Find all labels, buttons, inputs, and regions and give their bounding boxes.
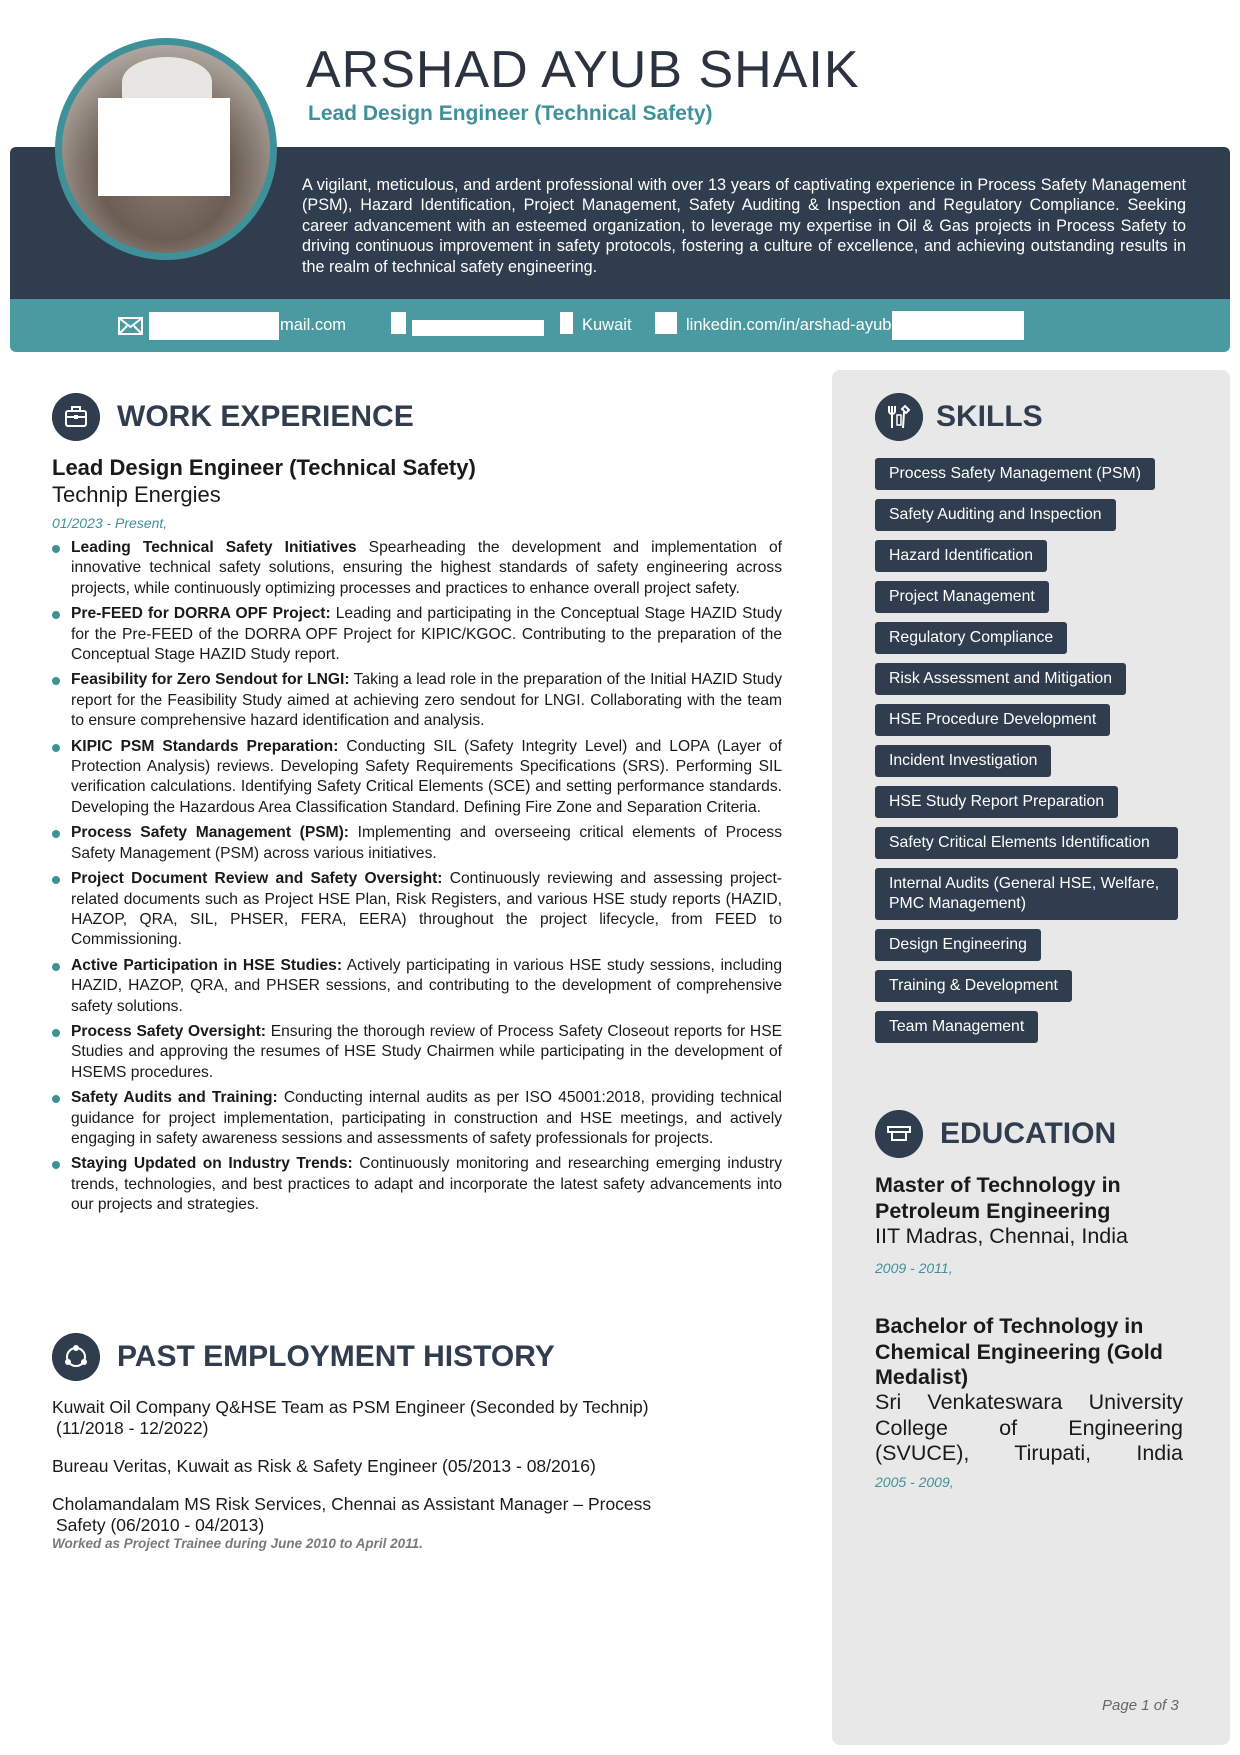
bullet-dot <box>52 744 60 752</box>
phone-icon <box>391 312 406 334</box>
list-item <box>52 538 782 599</box>
bullet-head: Feasibility for Zero Sendout for LNGI: <box>71 671 350 689</box>
skill-tag: Safety Auditing and Inspection <box>875 499 1116 531</box>
list-item <box>52 956 782 1017</box>
candidate-title: Lead Design Engineer (Technical Safety) <box>308 102 713 125</box>
bullet-dot <box>52 677 60 685</box>
phone-redaction <box>412 320 544 336</box>
past-job-2: Bureau Veritas, Kuwait as Risk & Safety Engineer (05/2013 - 08/2016) <box>52 1456 596 1476</box>
bullet-dot <box>52 1161 60 1169</box>
email-link[interactable]: mail.com <box>280 316 347 334</box>
bullet-head: Staying Updated on Industry Trends: <box>71 1155 353 1173</box>
skill-tag: Process Safety Management (PSM) <box>875 458 1155 490</box>
skill-tag: Regulatory Compliance <box>875 622 1067 654</box>
profile-summary: A vigilant, meticulous, and ardent professional with over 13 years of captivating experience in Process Safety Management (PSM), Hazard Identification, Project Management, Safety Auditing & Inspection and Regulatory Compliance. Seeking career advancement with an esteemed organization, to leverage my expertise in Oil & Gas projects in Process Safety to driving continuous improvement in safety protocols, fostering a culture of excellence, and achieving outstanding results in the realm of technical safety engineering. <box>302 176 1186 276</box>
bullet-head: Safety Audits and Training: <box>71 1089 278 1107</box>
bullet-dot <box>52 1095 60 1103</box>
education-degree: Master of Technology in Petroleum Engineering <box>875 1173 1121 1223</box>
skills-list <box>875 458 1205 1052</box>
list-item <box>52 1154 782 1215</box>
list-item <box>52 1022 782 1083</box>
bullet-head: Leading Technical Safety Initiatives <box>71 539 357 556</box>
list-item <box>52 1088 782 1149</box>
bullet-text: Conducting SIL (Safety Integrity Level) and LOPA (Layer of Protection Analysis) reviews. Developing Safety Requirements Specifications (SRS). Performing SIL verification calculations. Identifying Safety Critical Elements (SCE) and setting performance standards. Developing the Hazardous Area Classification Standard. Defining Fire Zone and Separation Criteria. <box>71 737 783 816</box>
skill-tag: Hazard Identification <box>875 540 1047 572</box>
bullet-head: Active Participation in HSE Studies: <box>71 956 343 974</box>
list-item <box>52 604 782 665</box>
skill-tag: Design Engineering <box>875 929 1041 961</box>
envelope-icon <box>118 317 143 335</box>
job-date: 01/2023 - Present, <box>52 515 168 531</box>
past-job-3-line-1: Cholamandalam MS Risk Services, Chennai as Assistant Manager – Process <box>52 1494 652 1514</box>
location-text: Kuwait <box>582 316 632 334</box>
network-icon <box>52 1333 100 1381</box>
location-icon <box>560 312 573 334</box>
skill-tag: HSE Study Report Preparation <box>875 786 1118 818</box>
bullet-dot <box>52 545 60 553</box>
job-title: Lead Design Engineer (Technical Safety) <box>52 455 476 480</box>
photo-redaction <box>98 98 230 196</box>
education-date: 2005 - 2009, <box>875 1474 954 1490</box>
candidate-name: ARSHAD AYUB SHAIK <box>306 41 860 99</box>
linkedin-icon <box>655 312 677 334</box>
education-institution: Sri Venkateswara University College of Engineering (SVUCE), Tirupati, India <box>875 1390 1183 1465</box>
education-date: 2009 - 2011, <box>875 1260 953 1276</box>
bullet-head: Project Document Review and Safety Oversight: <box>71 870 443 888</box>
bullet-dot <box>52 830 60 838</box>
skill-tag: Safety Critical Elements Identification <box>875 827 1178 859</box>
page-number: Page 1 of 3 <box>1102 1697 1179 1714</box>
bullet-text: Continuously reviewing and assessing project-related documents such as Project HSE Plan, Risk Registers, and various HSE study reports (HAZID, HAZOP, QRA, SIL, PHSER, FERA, EERA) throughout the project lifecycle, from FEED to Commissioning. <box>71 870 782 949</box>
work-bullets <box>52 538 782 1221</box>
bullet-text: Spearheading the development and implementation of innovative technical safety solutions, ensuring the highest standards of safety engineering across projects, while continuously optimizing processes and practices to enhance overall project safety. <box>71 539 782 597</box>
bullet-text: Continuously monitoring and researching emerging industry trends, technologies, and best practices to adapt and incorporate the latest safety advancements into our projects and strategies. <box>71 1155 783 1214</box>
list-item <box>52 737 782 819</box>
bullet-dot <box>52 876 60 884</box>
company-name: Technip Energies <box>52 482 221 507</box>
linkedin-link[interactable]: linkedin.com/in/arshad-ayub <box>686 316 892 334</box>
skill-tag: Incident Investigation <box>875 745 1051 777</box>
bullet-text: Ensuring the thorough review of Process Safety Closeout reports for HSE Studies and approving the resumes of HSE Study Chairmen while participating in the development of HSEMS procedures. <box>71 1022 782 1081</box>
skill-tag: HSE Procedure Development <box>875 704 1110 736</box>
profile-photo <box>62 45 270 253</box>
past-job-1-line-2: (11/2018 - 12/2022) <box>56 1418 209 1438</box>
bullet-text: Leading and participating in the Conceptual Stage HAZID Study for the Pre-FEED of the DORRA OPF Project for KIPIC/KGOC. Contributing to the preparation of the Conceptual Stage HAZID Study report. <box>71 605 782 664</box>
education-degree: Bachelor of Technology in Chemical Engineering (Gold Medalist) <box>875 1314 1163 1389</box>
bullet-text: Implementing and overseeing critical elements of Process Safety Management (PSM) across various initiatives. <box>71 824 782 862</box>
past-job-1-line-1: Kuwait Oil Company Q&HSE Team as PSM Engineer (Seconded by Technip) <box>52 1397 649 1417</box>
linkedin-redaction <box>892 311 1024 340</box>
education-heading: EDUCATION <box>940 1117 1117 1150</box>
bullet-head: Pre-FEED for DORRA OPF Project: <box>71 605 331 623</box>
bullet-dot <box>52 611 60 619</box>
tools-icon <box>875 393 923 441</box>
skill-tag: Training & Development <box>875 970 1072 1002</box>
skill-tag: Team Management <box>875 1011 1038 1043</box>
education-institution: IIT Madras, Chennai, India <box>875 1224 1128 1248</box>
work-experience-heading: WORK EXPERIENCE <box>117 400 414 433</box>
graduation-cap-icon <box>875 1110 923 1158</box>
list-item <box>52 823 782 864</box>
bullet-text: Conducting internal audits as per ISO 45001:2018, providing technical guidance for project implementation, participating in construction and HSE meetings, and actively engaging in safety awareness sessions and assessments of safety professionals for projects. <box>71 1089 783 1147</box>
bullet-dot <box>52 1029 60 1037</box>
past-job-3-line-2: Safety (06/2010 - 04/2013) <box>56 1515 265 1535</box>
bullet-text: Actively participating in various HSE study sessions, including HAZID, HAZOP, QRA, and PHSER sessions, and contributing to the development of comprehensive safety solutions. <box>71 956 783 1015</box>
skill-tag: Internal Audits (General HSE, Welfare, PMC Management) <box>875 868 1178 920</box>
past-employment-note: Worked as Project Trainee during June 2010 to April 2011. <box>52 1536 423 1551</box>
skills-heading: SKILLS <box>936 400 1043 433</box>
past-employment-heading: PAST EMPLOYMENT HISTORY <box>117 1340 555 1373</box>
skill-tag: Risk Assessment and Mitigation <box>875 663 1126 695</box>
bullet-head: KIPIC PSM Standards Preparation: <box>71 737 339 755</box>
list-item <box>52 869 782 951</box>
bullet-head: Process Safety Oversight: <box>71 1022 266 1040</box>
bullet-dot <box>52 963 60 971</box>
skill-tag: Project Management <box>875 581 1049 613</box>
email-redaction <box>149 312 279 340</box>
bullet-text: Taking a lead role in the preparation of the Initial HAZID Study report for the Feasibility Study aimed at achieving zero sendout for LNGI. Collaborating with the team to ensure comprehensive hazard identification and analysis. <box>71 671 782 730</box>
list-item <box>52 670 782 731</box>
briefcase-icon <box>52 393 100 441</box>
bullet-head: Process Safety Management (PSM): <box>71 824 350 842</box>
